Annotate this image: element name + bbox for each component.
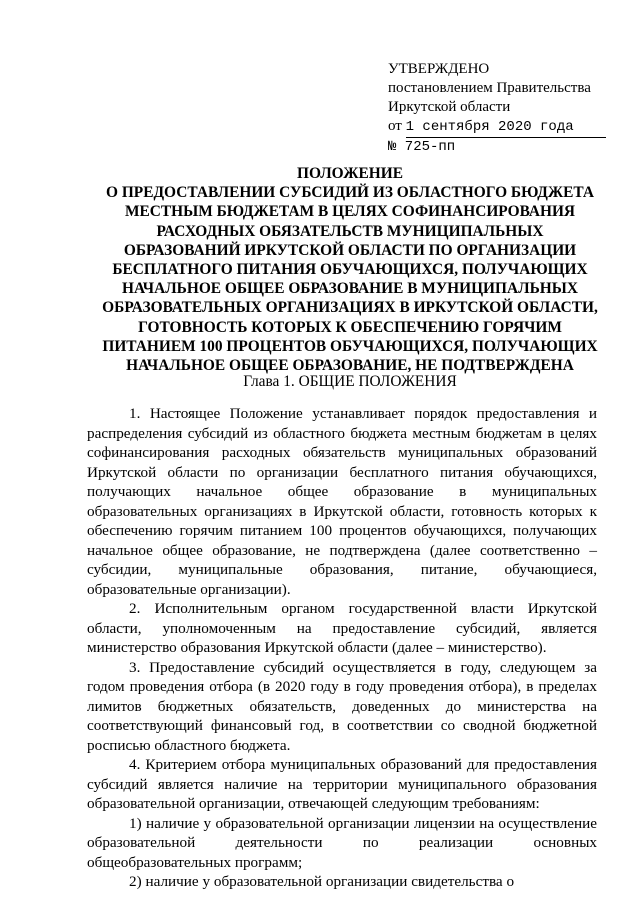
title-line: НАЧАЛЬНОЕ ОБЩЕЕ ОБРАЗОВАНИЕ, НЕ ПОДТВЕРЖДЕНА xyxy=(126,357,574,375)
title-line: ОБРАЗОВАТЕЛЬНЫХ ОРГАНИЗАЦИЯХ В ИРКУТСКОЙ ОБЛАСТИ, xyxy=(102,299,598,317)
paragraph-2: 2. Исполнительным органом государственной власти Иркутской области, уполномоченным на предоставление субсидий, является министерство образования Иркутской области (далее – министерство). xyxy=(87,600,597,656)
title-line: МЕСТНЫМ БЮДЖЕТАМ В ЦЕЛЯХ СОФИНАНСИРОВАНИЯ xyxy=(124,203,576,221)
approval-date-prefix: от xyxy=(388,118,402,134)
paragraph-4-item-1: 1) наличие у образовательной организации лицензии на осуществление образовательной деятельности по реализации основных общеобразовательных программ; xyxy=(87,814,597,871)
title-line: ПОЛОЖЕНИЕ xyxy=(297,165,403,182)
paragraph-1: 1. Настоящее Положение устанавливает порядок предоставления и распределения субсидий из областного бюджета местным бюджетам в целях софинансирования расходных обязательств муниципальных образований Иркутской области по организации бесплатного питания обучающихся, получающих начальное общее образование в муниципальных образовательных организациях в Иркутской области, готовность которых к обеспечению горячим питанием 100 процентов обучающихся, получающих начальное общее образование, не подтверждена (далее соответственно – субсидии, муниципальные образования, питание, обучающиеся, образовательные организации). xyxy=(87,405,597,598)
title-line: ОБРАЗОВАНИЙ ИРКУТСКОЙ ОБЛАСТИ ПО ОРГАНИЗАЦИИ xyxy=(123,241,577,259)
title-line: НАЧАЛЬНОЕ ОБЩЕЕ ОБРАЗОВАНИЕ В МУНИЦИПАЛЬНЫХ xyxy=(122,280,578,298)
paragraph-4: 4. Критерием отбора муниципальных образований для предоставления субсидий является наличие на территории муниципального образования образовательной организации, отвечающей следующим требованиям: xyxy=(87,756,597,812)
chapter-heading: Глава 1. ОБЩИЕ ПОЛОЖЕНИЯ xyxy=(243,373,457,390)
paragraph-4-item-2: 2) наличие у образовательной организации свидетельства о xyxy=(129,873,515,890)
approval-heading: УТВЕРЖДЕНО xyxy=(388,61,490,77)
title-line: ГОТОВНОСТЬ КОТОРЫХ К ОБЕСПЕЧЕНИЮ ГОРЯЧИМ xyxy=(138,318,562,336)
approval-date: 1 сентября 2020 года xyxy=(406,118,606,138)
title-line: О ПРЕДОСТАВЛЕНИИ СУБСИДИЙ ИЗ ОБЛАСТНОГО БЮДЖЕТА xyxy=(106,184,594,202)
document-title xyxy=(80,164,620,375)
title-line: БЕСПЛАТНОГО ПИТАНИЯ ОБУЧАЮЩИХСЯ, ПОЛУЧАЮЩИХ xyxy=(112,261,588,279)
approval-date-line xyxy=(388,117,628,138)
title-line: РАСХОДНЫХ ОБЯЗАТЕЛЬСТВ МУНИЦИПАЛЬНЫХ xyxy=(156,222,544,240)
title-line: ПИТАНИЕМ 100 ПРОЦЕНТОВ ОБУЧАЮЩИХСЯ, ПОЛУЧАЮЩИХ xyxy=(102,337,598,355)
approval-region: Иркутской области xyxy=(388,99,511,115)
approval-number: № 725-пп xyxy=(388,139,456,155)
approval-by: постановлением Правительства xyxy=(388,80,591,96)
paragraph-3: 3. Предоставление субсидий осуществляется в году, следующем за годом проведения отбора (в 2020 году в году проведения отбора), в пределах лимитов бюджетных обязательств, доведенных до министерства на соответствующий финансовый год, в соответствии со сводной бюджетной росписью областного бюджета. xyxy=(87,658,597,754)
document-body xyxy=(87,404,597,892)
approval-stamp xyxy=(388,60,628,157)
